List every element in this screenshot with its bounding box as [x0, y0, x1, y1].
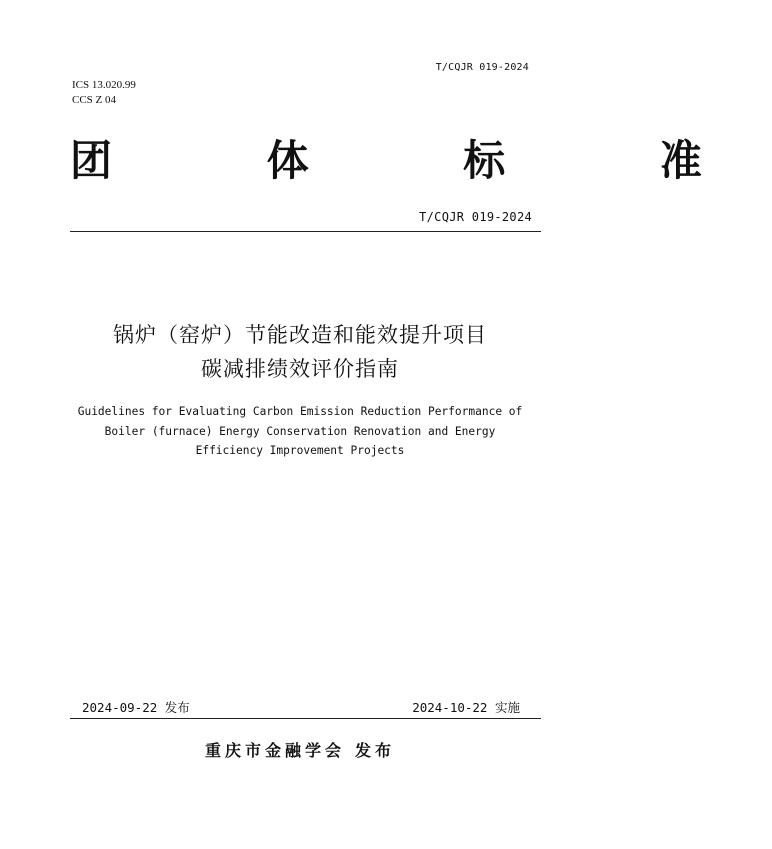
- english-title-line-2: Boiler (furnace) Energy Conservation Renovation and Energy: [104, 424, 496, 438]
- english-title: [0, 402, 600, 461]
- publish-date: 2024-09-22 发布: [82, 700, 190, 715]
- top-standard-code: T/CQJR 019-2024: [435, 62, 529, 73]
- ics-code: ICS 13.020.99: [72, 79, 136, 91]
- document-type-title: 团 体 标 准: [70, 136, 772, 185]
- publisher-action: 发布: [355, 741, 396, 760]
- ccs-code: CCS Z 04: [72, 94, 117, 106]
- bottom-divider: [70, 718, 541, 719]
- top-divider: [70, 231, 541, 232]
- chinese-title-line-1: 锅炉（窑炉）节能改造和能效提升项目: [113, 323, 487, 347]
- standard-number: T/CQJR 019-2024: [419, 210, 532, 224]
- publisher-line: [0, 738, 600, 761]
- publisher-org: 重庆市金融学会: [204, 741, 345, 760]
- classification-block: [72, 78, 136, 108]
- english-title-line-3: Efficiency Improvement Projects: [195, 444, 405, 457]
- english-title-line-1: Guidelines for Evaluating Carbon Emission Reduction Performance of: [77, 405, 523, 418]
- implement-date: 2024-10-22 实施: [412, 700, 520, 715]
- chinese-title-line-2: 碳减排绩效评价指南: [201, 357, 399, 381]
